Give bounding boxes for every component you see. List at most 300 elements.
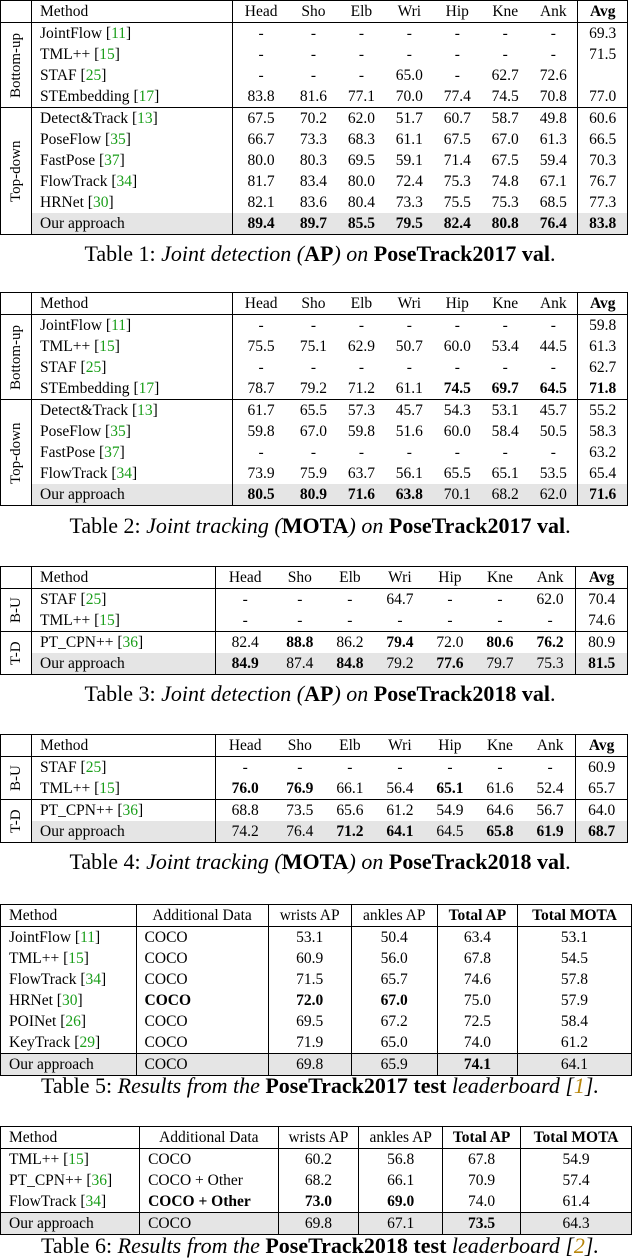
value-cell: - <box>502 25 508 42</box>
value-cell: 89.4 <box>232 213 289 235</box>
value-cell: 60.9 <box>576 757 628 779</box>
method-name: STAF [25] <box>32 757 216 779</box>
value-cell: 71.2 <box>337 378 385 400</box>
table-1-container <box>0 0 628 235</box>
value-cell: 76.2 <box>536 634 564 651</box>
table-4-container <box>0 734 628 843</box>
value-cell: 75.3 <box>525 653 576 675</box>
value-cell: 73.5 <box>443 1213 521 1235</box>
value-cell: 72.0 <box>436 634 464 651</box>
citation-link[interactable]: 17 <box>138 380 155 397</box>
value-cell: 71.6 <box>337 484 385 506</box>
value-cell: 69.5 <box>347 152 375 169</box>
value-cell: 72.0 <box>268 990 351 1011</box>
column-header: Wri <box>385 293 433 315</box>
citation-link[interactable]: 26 <box>65 1013 81 1030</box>
column-header: Ank <box>525 567 576 589</box>
citation-link[interactable]: 15 <box>68 1151 84 1168</box>
value-cell: 62.0 <box>347 110 375 127</box>
caption-text: Joint tracking ( <box>146 849 282 874</box>
value-cell: 56.1 <box>395 465 423 482</box>
caption-citation[interactable]: 1 <box>573 1073 585 1098</box>
value-cell: 76.4 <box>275 821 325 843</box>
value-cell: COCO <box>140 1213 278 1235</box>
value-cell: COCO <box>136 969 268 990</box>
value-cell: - <box>358 359 364 376</box>
citation-link[interactable]: 36 <box>122 634 139 651</box>
value-cell: - <box>454 444 460 461</box>
value-cell: 61.1 <box>395 131 423 148</box>
column-header: Kne <box>475 567 525 589</box>
method-name: FlowTrack [34] <box>32 463 233 484</box>
table-6-container <box>0 1126 632 1235</box>
value-cell: 67.8 <box>443 1149 521 1171</box>
value-cell: - <box>502 444 508 461</box>
table-row <box>1 800 628 822</box>
method-name: Our approach <box>32 821 216 843</box>
value-cell: 67.0 <box>351 990 437 1011</box>
column-header: Avg <box>576 567 628 589</box>
method-name: STEmbedding [17] <box>32 378 233 400</box>
value-cell: 56.0 <box>351 948 437 969</box>
value-cell: 70.3 <box>578 150 628 171</box>
caption-text: leaderboard [ <box>446 1233 574 1258</box>
column-header: Elb <box>337 293 385 315</box>
caption-label: Table 2: <box>69 513 147 538</box>
method-name: JointFlow [11] <box>32 23 233 45</box>
column-header: Total AP <box>443 1127 521 1149</box>
citation-link[interactable]: 37 <box>104 444 120 461</box>
caption-text: Joint detection ( <box>161 681 305 706</box>
method-name: JointFlow [11] <box>1 927 137 949</box>
value-cell: 53.1 <box>517 927 631 949</box>
value-cell: 69.8 <box>268 1054 351 1076</box>
value-cell: 61.4 <box>521 1191 632 1213</box>
table-3-caption <box>0 681 640 707</box>
value-cell: 58.4 <box>517 1011 631 1032</box>
value-cell: - <box>258 67 264 84</box>
citation-link[interactable]: 34 <box>116 173 133 190</box>
column-header: ankles AP <box>359 1127 443 1149</box>
caption-label: Table 4: <box>69 849 147 874</box>
value-cell: - <box>297 759 303 776</box>
value-cell: - <box>347 759 353 776</box>
value-cell: 63.7 <box>347 465 375 482</box>
table-6-caption <box>0 1233 640 1259</box>
table-row <box>1 23 628 45</box>
column-header: Hip <box>425 567 475 589</box>
citation-link[interactable]: 25 <box>85 591 102 608</box>
value-cell: - <box>358 67 364 84</box>
table-header-row <box>1 735 628 757</box>
citation-link[interactable]: 15 <box>99 612 115 629</box>
value-cell: 53.5 <box>539 465 567 482</box>
value-cell: 65.5 <box>443 465 471 482</box>
table-row <box>1 378 628 400</box>
value-cell: 59.8 <box>578 315 628 337</box>
value-cell <box>578 65 628 86</box>
value-cell: 71.4 <box>443 152 471 169</box>
value-cell: 65.5 <box>299 402 328 419</box>
value-cell: - <box>358 25 364 42</box>
value-cell: 65.1 <box>425 778 475 800</box>
value-cell: 78.7 <box>232 378 289 400</box>
column-header: Total MOTA <box>521 1127 632 1149</box>
caption-label: Table 5: <box>41 1073 118 1098</box>
table-row <box>1 1011 632 1032</box>
value-cell: 80.4 <box>347 194 375 211</box>
value-cell: 71.6 <box>578 484 628 506</box>
table-row <box>1 44 628 65</box>
value-cell: 76.4 <box>529 213 578 235</box>
value-cell: 82.1 <box>247 194 275 211</box>
value-cell: 79.4 <box>386 634 414 651</box>
value-cell: 70.4 <box>576 589 628 611</box>
value-cell: 68.8 <box>231 802 259 819</box>
column-header: Wri <box>375 567 425 589</box>
caption-citation[interactable]: 2 <box>573 1233 585 1258</box>
group-label: T-D <box>1 800 32 843</box>
caption-text: Results from the <box>117 1233 266 1258</box>
value-cell: 57.4 <box>521 1170 632 1191</box>
value-cell: 66.7 <box>247 131 275 148</box>
table-row <box>1 400 628 422</box>
group-label: B-U <box>1 757 32 800</box>
value-cell: - <box>258 317 264 334</box>
caption-suffix: . <box>549 241 556 266</box>
value-cell: 63.8 <box>385 484 433 506</box>
value-cell: - <box>425 610 475 632</box>
value-cell: 65.9 <box>351 1054 437 1076</box>
citation-link[interactable]: 29 <box>79 1034 95 1051</box>
value-cell: 51.7 <box>395 110 423 127</box>
table-3-container <box>0 566 628 675</box>
caption-text: ) on <box>333 241 374 266</box>
value-cell: 72.4 <box>395 173 423 190</box>
table-row <box>1 1191 632 1213</box>
citation-link[interactable]: 35 <box>110 131 126 148</box>
value-cell: - <box>358 444 364 461</box>
value-cell: - <box>406 46 412 63</box>
value-cell: 61.2 <box>386 802 414 819</box>
column-header: Avg <box>578 1 628 23</box>
caption-metric: AP <box>304 241 334 266</box>
value-cell: 74.5 <box>433 378 481 400</box>
method-name: STAF [25] <box>32 65 233 86</box>
value-cell: 67.5 <box>443 131 471 148</box>
caption-dataset: PoseTrack2017 val <box>388 513 566 538</box>
value-cell: 61.6 <box>475 778 525 800</box>
value-cell: - <box>454 25 460 42</box>
value-cell: 79.2 <box>290 378 338 400</box>
column-header: Avg <box>578 293 628 315</box>
value-cell: 50.7 <box>395 338 423 355</box>
caption-text: ]. <box>584 1073 599 1098</box>
table-header-row <box>1 1 628 23</box>
value-cell: - <box>475 610 525 632</box>
value-cell: 58.7 <box>491 110 519 127</box>
value-cell: COCO <box>136 1032 268 1054</box>
caption-suffix: . <box>565 513 571 538</box>
column-header: Kne <box>481 1 529 23</box>
value-cell: 67.5 <box>491 152 519 169</box>
table-5-caption <box>0 1073 640 1099</box>
table-row <box>1 86 628 108</box>
value-cell: 65.0 <box>351 1032 437 1054</box>
table-row <box>1 948 632 969</box>
value-cell: 83.8 <box>578 213 628 235</box>
value-cell: COCO <box>136 1054 268 1076</box>
group-label: Top-down <box>1 400 32 506</box>
value-cell: COCO <box>136 1011 268 1032</box>
value-cell: 53.4 <box>491 338 519 355</box>
method-name: STAF [25] <box>32 357 233 378</box>
citation-link[interactable]: 11 <box>111 317 126 334</box>
table-row <box>1 969 632 990</box>
group-header-cell <box>1 567 32 589</box>
citation-link[interactable]: 17 <box>138 88 155 105</box>
method-name: FlowTrack [34] <box>1 1191 140 1213</box>
value-cell: 65.0 <box>395 67 423 84</box>
value-cell: 67.0 <box>491 131 519 148</box>
table-2 <box>0 292 628 506</box>
caption-dataset: PoseTrack2018 val <box>373 681 550 706</box>
citation-link[interactable]: 13 <box>137 402 153 419</box>
caption-text: ) on <box>333 681 374 706</box>
citation-link[interactable]: 36 <box>91 1172 108 1189</box>
value-cell: 74.1 <box>437 1054 517 1076</box>
citation-link[interactable]: 35 <box>110 423 126 440</box>
value-cell: 64.5 <box>425 821 475 843</box>
value-cell: - <box>347 591 353 608</box>
value-cell: COCO <box>136 927 268 949</box>
value-cell: 61.3 <box>578 336 628 357</box>
table-row <box>1 927 632 949</box>
value-cell: - <box>310 317 317 334</box>
value-cell: - <box>447 759 453 776</box>
value-cell: 45.7 <box>539 402 567 419</box>
citation-link[interactable]: 37 <box>104 152 120 169</box>
citation-link[interactable]: 15 <box>68 950 84 967</box>
value-cell: 81.6 <box>290 86 338 108</box>
column-header: Sho <box>275 735 325 757</box>
value-cell: - <box>454 359 460 376</box>
value-cell: 64.1 <box>517 1054 631 1076</box>
value-cell: 65.8 <box>475 821 525 843</box>
method-name: HRNet [30] <box>1 990 137 1011</box>
value-cell: 70.8 <box>529 86 578 108</box>
value-cell: 80.9 <box>576 632 628 654</box>
caption-label: Table 6: <box>41 1233 118 1258</box>
value-cell: 74.6 <box>437 969 517 990</box>
column-header: Head <box>232 1 289 23</box>
value-cell: - <box>454 67 460 84</box>
value-cell: - <box>297 591 303 608</box>
value-cell: 63.2 <box>578 442 628 463</box>
value-cell: 70.0 <box>385 86 433 108</box>
method-name: TML++ [15] <box>32 610 216 632</box>
citation-link[interactable]: 25 <box>85 359 102 376</box>
value-cell: - <box>242 759 248 776</box>
value-cell: 83.8 <box>232 86 289 108</box>
value-cell: 61.1 <box>385 378 433 400</box>
value-cell: - <box>550 359 556 376</box>
table-row <box>1 213 628 235</box>
caption-text: Joint detection ( <box>161 241 305 266</box>
value-cell: - <box>275 610 325 632</box>
value-cell: 51.6 <box>395 423 423 440</box>
column-header: Elb <box>337 1 385 23</box>
table-row <box>1 610 628 632</box>
citation-link[interactable]: 11 <box>80 929 95 946</box>
citation-link[interactable]: 15 <box>99 338 115 355</box>
citation-link[interactable]: 15 <box>99 46 115 63</box>
value-cell: 50.5 <box>539 423 567 440</box>
method-name: JointFlow [11] <box>32 315 233 337</box>
citation-link[interactable]: 34 <box>85 971 102 988</box>
value-cell: 64.3 <box>521 1213 632 1235</box>
table-row <box>1 150 628 171</box>
value-cell: 54.9 <box>521 1149 632 1171</box>
column-header: Hip <box>433 1 481 23</box>
value-cell: - <box>550 317 556 334</box>
value-cell: 64.7 <box>386 591 414 608</box>
citation-link[interactable]: 11 <box>111 25 126 42</box>
caption-suffix: . <box>549 681 556 706</box>
value-cell: 79.2 <box>375 653 425 675</box>
value-cell: - <box>215 610 275 632</box>
column-header: wrists AP <box>278 1127 359 1149</box>
value-cell: 71.9 <box>268 1032 351 1054</box>
value-cell: 77.0 <box>578 86 628 108</box>
value-cell: 70.2 <box>299 110 328 127</box>
value-cell: 61.3 <box>539 131 567 148</box>
table-row <box>1 108 628 130</box>
table-row <box>1 336 628 357</box>
value-cell: - <box>375 610 425 632</box>
value-cell: 65.7 <box>351 969 437 990</box>
value-cell: 73.3 <box>395 194 423 211</box>
value-cell: - <box>550 444 556 461</box>
value-cell: 68.7 <box>576 821 628 843</box>
value-cell: 80.5 <box>232 484 289 506</box>
value-cell: 75.3 <box>491 194 519 211</box>
table-row <box>1 421 628 442</box>
citation-link[interactable]: 36 <box>122 802 139 819</box>
table-1-caption <box>0 241 640 267</box>
value-cell: - <box>310 25 317 42</box>
value-cell: 79.5 <box>385 213 433 235</box>
value-cell: 80.8 <box>481 213 529 235</box>
value-cell: 69.0 <box>359 1191 443 1213</box>
method-name: TML++ [15] <box>32 44 233 65</box>
value-cell: 74.0 <box>443 1191 521 1213</box>
value-cell: 62.9 <box>347 338 375 355</box>
method-name: TML++ [15] <box>1 1149 140 1171</box>
table-1 <box>0 0 628 235</box>
value-cell: 65.7 <box>576 778 628 800</box>
group-header-cell <box>1 735 32 757</box>
value-cell: 74.0 <box>437 1032 517 1054</box>
column-header: Ank <box>529 293 578 315</box>
group-header-cell <box>1 1 32 23</box>
caption-dataset: PoseTrack2018 val <box>388 849 566 874</box>
value-cell: - <box>550 46 556 63</box>
column-header: Head <box>215 735 275 757</box>
value-cell: 84.9 <box>215 653 275 675</box>
citation-link[interactable]: 25 <box>85 67 102 84</box>
method-name: PoseFlow [35] <box>32 421 233 442</box>
caption-metric: MOTA <box>281 513 349 538</box>
column-header: Avg <box>576 735 628 757</box>
value-cell: - <box>525 610 576 632</box>
value-cell: 73.0 <box>278 1191 359 1213</box>
value-cell: 68.3 <box>347 131 375 148</box>
value-cell: 64.0 <box>576 800 628 822</box>
value-cell: 80.6 <box>486 634 514 651</box>
method-name: Detect&Track [13] <box>32 400 233 422</box>
value-cell: 71.2 <box>325 821 375 843</box>
value-cell: 89.7 <box>290 213 338 235</box>
value-cell: - <box>502 46 508 63</box>
column-header: Sho <box>290 293 338 315</box>
citation-link[interactable]: 15 <box>99 780 115 797</box>
value-cell: - <box>406 359 412 376</box>
citation-link[interactable]: 30 <box>61 992 78 1009</box>
value-cell: 52.4 <box>525 778 576 800</box>
value-cell: - <box>454 46 460 63</box>
value-cell: 60.0 <box>443 423 471 440</box>
value-cell: 61.2 <box>517 1032 631 1054</box>
value-cell: 67.1 <box>539 173 567 190</box>
method-name: Our approach <box>32 484 233 506</box>
table-header-row <box>1 1127 632 1149</box>
table-6 <box>0 1126 632 1235</box>
citation-link[interactable]: 34 <box>85 1193 102 1210</box>
value-cell: 74.6 <box>576 610 628 632</box>
citation-link[interactable]: 13 <box>137 110 153 127</box>
value-cell: 72.6 <box>539 67 567 84</box>
value-cell: COCO + Other <box>140 1170 278 1191</box>
value-cell: 50.4 <box>351 927 437 949</box>
method-name: FlowTrack [34] <box>1 969 137 990</box>
method-name: Our approach <box>1 1054 137 1076</box>
value-cell: - <box>406 317 412 334</box>
caption-text: ]. <box>584 1233 599 1258</box>
method-name: STAF [25] <box>32 589 216 611</box>
value-cell: - <box>397 759 403 776</box>
citation-link[interactable]: 34 <box>116 465 133 482</box>
value-cell: 66.1 <box>325 778 375 800</box>
method-name: TML++ [15] <box>32 336 233 357</box>
value-cell: 64.6 <box>486 802 514 819</box>
column-header: Sho <box>275 567 325 589</box>
column-header: Ank <box>529 1 578 23</box>
citation-link[interactable]: 30 <box>92 194 109 211</box>
column-header: Wri <box>385 1 433 23</box>
value-cell: 68.2 <box>481 484 529 506</box>
value-cell: 54.9 <box>436 802 464 819</box>
table-row <box>1 821 628 843</box>
citation-link[interactable]: 25 <box>85 759 102 776</box>
value-cell: 56.7 <box>536 802 564 819</box>
value-cell: 58.3 <box>578 421 628 442</box>
value-cell: - <box>406 25 412 42</box>
value-cell: 44.5 <box>539 338 567 355</box>
value-cell: 85.5 <box>337 213 385 235</box>
column-header: Hip <box>425 735 475 757</box>
column-header: Method <box>32 735 216 757</box>
